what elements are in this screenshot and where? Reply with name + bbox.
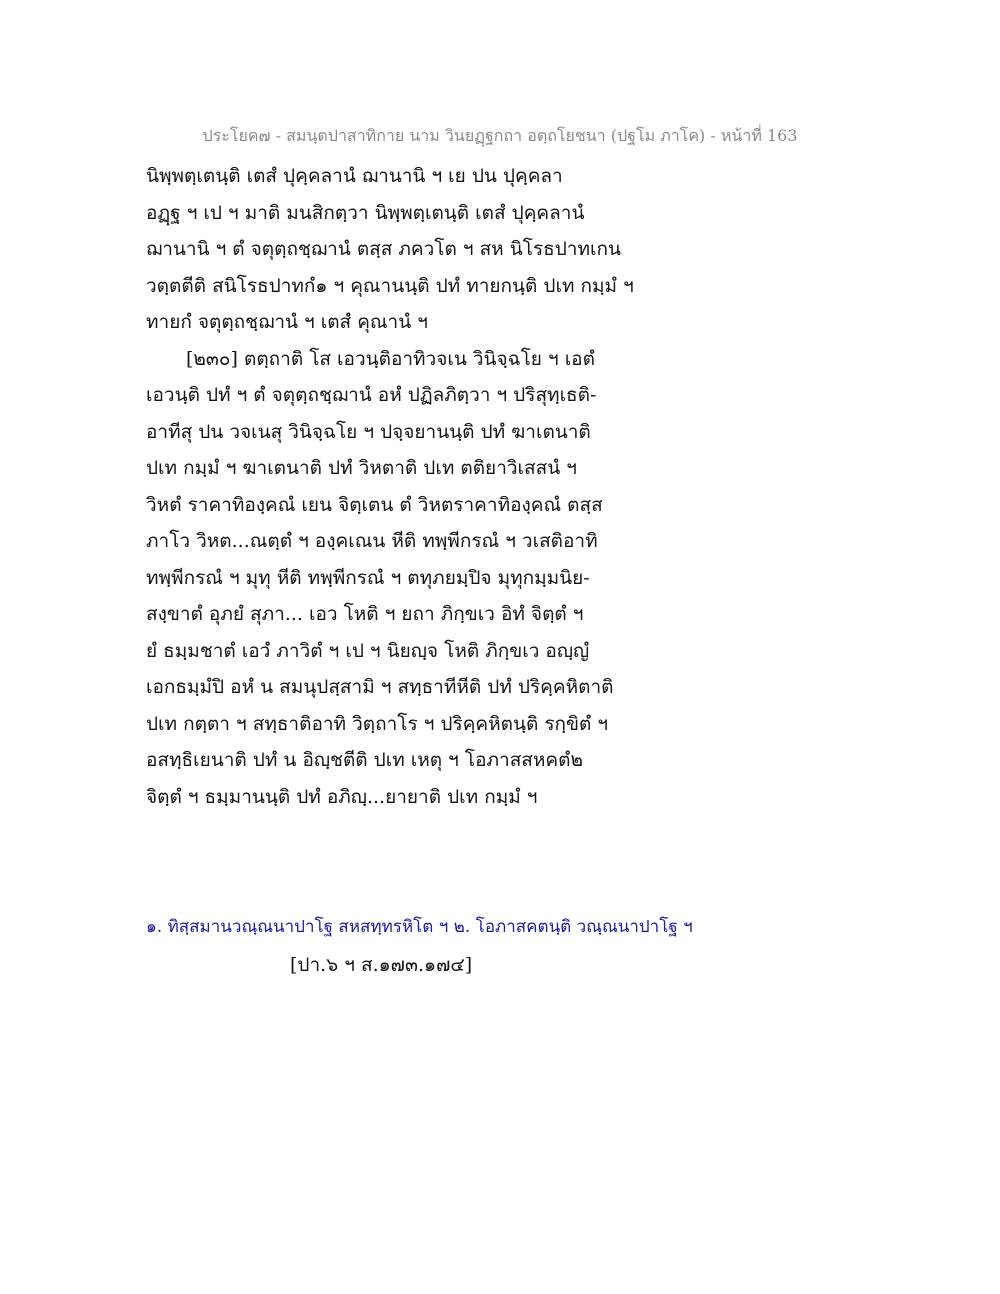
- body-line: เอกธมฺมํปิ อหํ น สมนุปสฺสามิ ฯ สทฺธาทีหีติ ปทํ ปริคฺคหิตาติ: [146, 676, 614, 698]
- page-reference: [ปา.๖ ฯ ส.๑๗๓.๑๗๔]: [290, 954, 473, 976]
- body-line: อสทฺธิเยนาติ ปทํ น อิญฺชตีติ ปเท เหตุ ฯ โอภาสสหคตํ๒: [146, 749, 583, 771]
- body-line: ภาโว วิหต...ณตฺตํ ฯ องฺคเณน หีติ ทพฺพีกรณํ ฯ วเสติอาทิ: [146, 530, 598, 552]
- body-line: จิตฺตํ ฯ ธมฺมานนฺติ ปทํ อภิญฺ...ยายาติ ปเท กมฺมํ ฯ: [146, 785, 538, 808]
- body-line: ทพฺพีกรณํ ฯ มุทุ หีติ ทพฺพีกรณํ ฯ ตทุภยมฺปิจ มุทุกมฺมนิย-: [146, 566, 590, 589]
- page-header: ประโยค๗ - สมนฺตปาสาทิกาย นาม วินยฏฺฐกถา อตฺถโยชนา (ปฐโม ภาโค) - หน้าที่ 163: [202, 126, 798, 145]
- body-line: ปเท กตฺตา ฯ สทฺธาติอาทิ วิตฺถาโร ฯ ปริคฺคหิตนฺติ รกฺขิตํ ฯ: [146, 712, 609, 735]
- body-line: อาทีสุ ปน วจเนสุ วินิจฺฉโย ฯ ปจฺจยานนฺติ ปทํ ฆาเตนาติ: [146, 420, 591, 443]
- body-line: ปเท กมฺมํ ฯ ฆาเตนาติ ปทํ วิหตาติ ปเท ตติยาวิเสสนํ ฯ: [146, 457, 577, 479]
- body-text: [146, 158, 806, 815]
- body-line: ยํ ธมฺมชาตํ เอวํ ภาวิตํ ฯ เป ฯ นิยญฺจ โหติ ภิกฺขเว อญฺญํ: [146, 639, 590, 662]
- body-line: ทายกํ จตุตฺถชฺฌานํ ฯ เตสํ คุณานํ ฯ: [146, 311, 428, 333]
- body-line: สงฺขาตํ อุภยํ สุภา... เอว โหติ ฯ ยถา ภิกฺขเว อิทํ จิตฺตํ ฯ: [146, 603, 584, 625]
- body-line: อฏฺฐ ฯ เป ฯ มาติ มนสิกตฺวา นิพฺพตฺเตนฺติ เตสํ ปุคฺคลานํ: [146, 201, 585, 224]
- body-line: วตฺตตีติ สนิโรธปาทกํ๑ ฯ คุณานนฺติ ปทํ ทายกนฺติ ปเท กมฺมํ ฯ: [146, 274, 634, 297]
- body-line: เอวนฺติ ปทํ ฯ ตํ จตุตฺถชฺฌานํ อหํ ปฏิลภิตฺวา ฯ ปริสุทฺเธติ-: [146, 384, 597, 406]
- body-line: นิพฺพตฺเตนฺติ เตสํ ปุคฺคลานํ ฌานานิ ฯ เย ปน ปุคฺคลา: [146, 165, 563, 187]
- body-line: ฌานานิ ฯ ตํ จตุตฺถชฺฌานํ ตสฺส ภควโต ฯ สห นิโรธปาทเกน: [146, 238, 621, 260]
- body-line: วิหตํ ราคาทิองฺคณํ เยน จิตฺเตน ตํ วิหตราคาทิองฺคณํ ตสฺส: [146, 493, 603, 516]
- paragraph-start-line: [๒๓๐] ตตฺถาติ โส เอวนฺติอาทิวจเน วินิจฺฉโย ฯ เอตํ: [186, 347, 595, 370]
- footnote: ๑. ทิสฺสมานวณฺณนาปาโฐ สหสทฺทรหิโต ฯ ๒. โอภาสคตนฺติ วณฺณนาปาโฐ ฯ: [146, 917, 693, 937]
